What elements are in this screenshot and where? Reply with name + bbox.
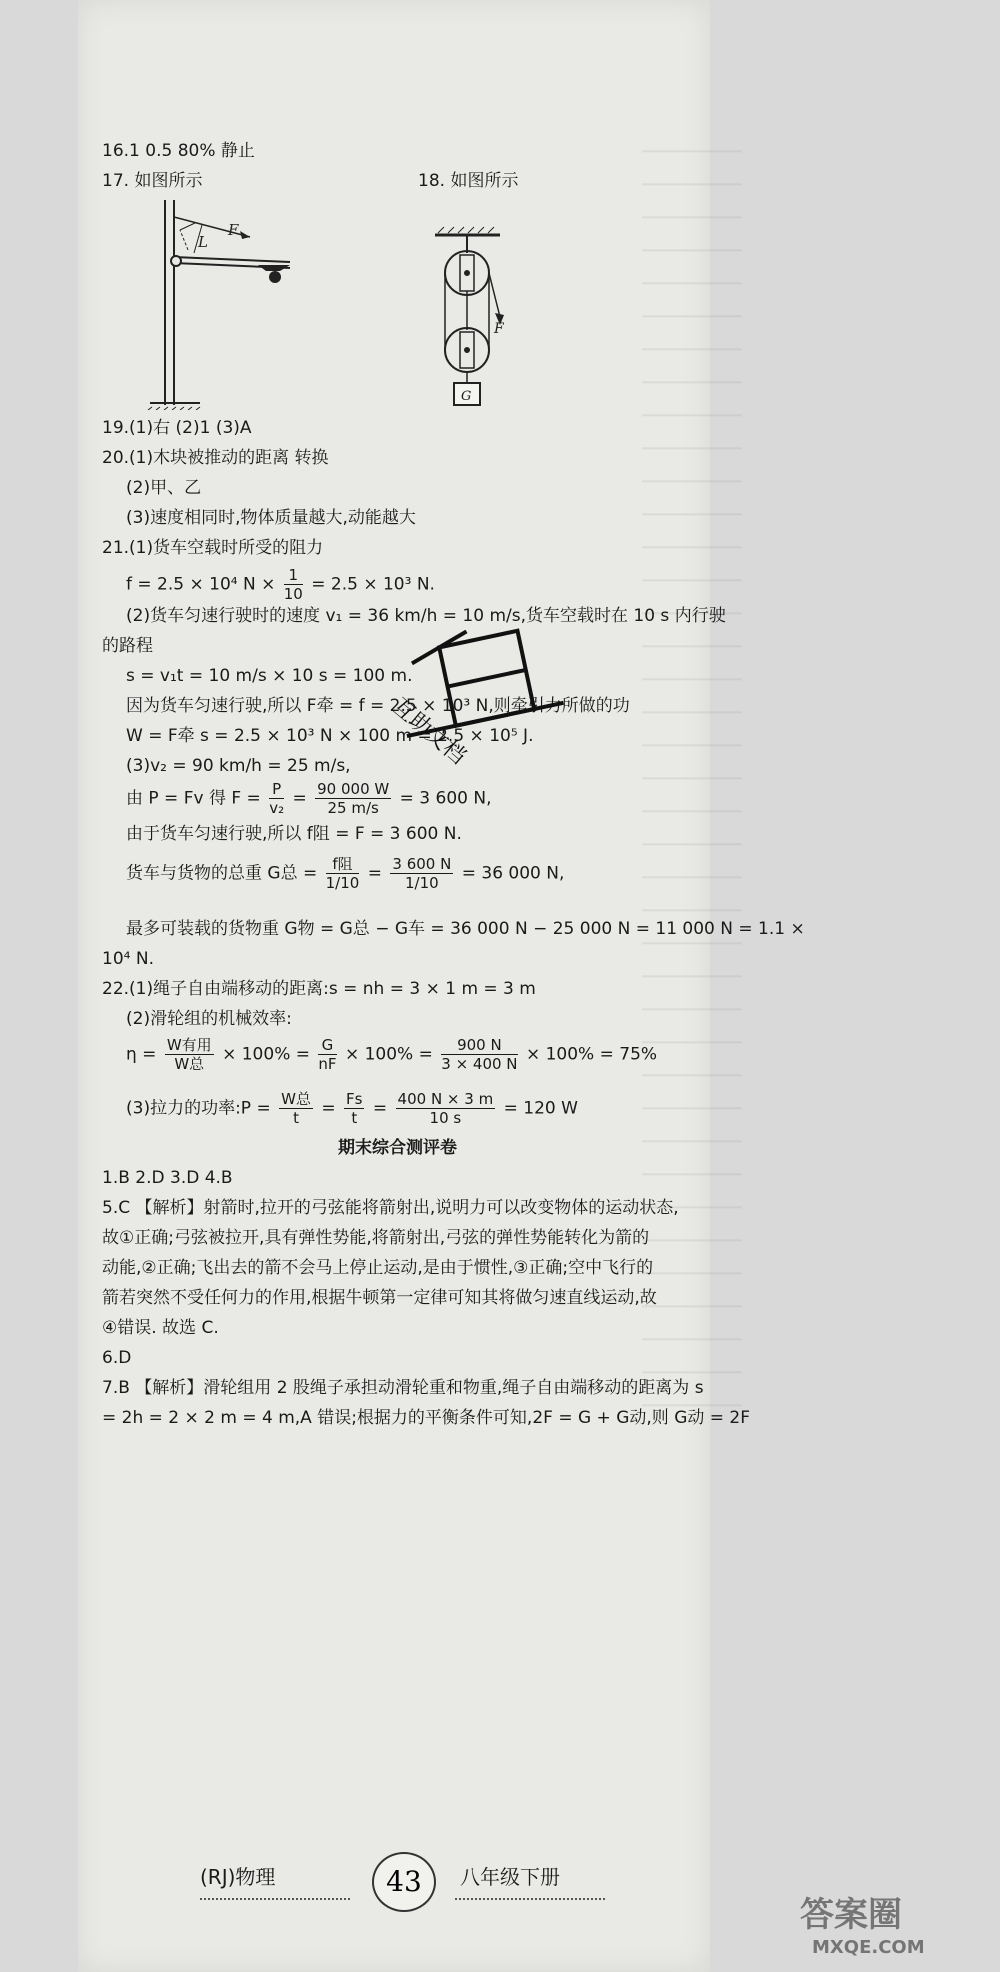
figure-18-pulley-diagram	[430, 225, 530, 410]
formula-21-F: 由 P = Fv 得 F = $\frac{P}{\text{v₂}}$ = $\frac{90 000 W}{25 m/s}$ = 3 600 N,	[126, 780, 492, 817]
formula-part: = 2.5 × 10³ N.	[311, 574, 435, 595]
formula-21-W: W = F牵 s = 2.5 × 10³ N × 100 m = 2.5 × 10⁵ J.	[126, 726, 534, 746]
answer-21-1: 21.(1)货车空载时所受的阻力	[102, 538, 324, 558]
figure-17-lever-diagram	[140, 195, 310, 410]
fraction: $\frac{1}{10}$	[283, 566, 303, 603]
bleed-through-shadow	[642, 120, 742, 1420]
formula-21-G: 货车与货物的总重 G总 = $\frac{\text{f阻}}{1/10}$ = $\frac{3 600 N}{1/10}$ = 36 000 N,	[126, 855, 565, 892]
answer-21-3: (3)v₂ = 90 km/h = 25 m/s,	[126, 756, 351, 776]
answer-7-line1: 7.B 【解析】滑轮组用 2 股绳子承担动滑轮重和物重,绳子自由端移动的距离为 s	[102, 1378, 704, 1398]
answer-22-2: (2)滑轮组的机械效率:	[126, 1009, 292, 1029]
formula-part: f = 2.5 × 10⁴ N ×	[126, 574, 276, 595]
answer-5-line3: 动能,②正确;飞出去的箭不会马上停止运动,是由于惯性,③正确;空中飞行的	[102, 1258, 654, 1278]
page-number: 43	[372, 1852, 436, 1912]
footer-dots-right	[455, 1898, 605, 1900]
answer-22-1: 22.(1)绳子自由端移动的距离:s = nh = 3 × 1 m = 3 m	[102, 979, 536, 999]
answer-21-cargo-cont: 10⁴ N.	[102, 949, 154, 969]
answer-21-2: (2)货车匀速行驶时的速度 v₁ = 36 km/h = 10 m/s,货车空载时在 10 s 内行驶	[126, 606, 726, 626]
answer-16: 16.1 0.5 80% 静止	[102, 141, 255, 161]
answer-5-line5: ④错误. 故选 C.	[102, 1318, 219, 1338]
answer-5-line1: 5.C 【解析】射箭时,拉开的弓弦能将箭射出,说明力可以改变物体的运动状态,	[102, 1198, 679, 1218]
label-F: F	[228, 221, 239, 239]
watermark-text: 互助文档	[386, 693, 471, 770]
answer-18: 18. 如图所示	[418, 171, 519, 191]
footer-subject: (RJ)物理	[200, 1865, 276, 1889]
label-L: L	[198, 233, 208, 251]
logo-site: MXQE.COM	[812, 1937, 925, 1958]
label-F: F	[494, 321, 504, 337]
formula-22-eta: η = $\frac{\text{W有用}}{\text{W总}}$ × 100% = $\frac{G}{nF}$ × 100% = $\frac{900 N}{3 \times 400 N}$ × 100% = 75%	[126, 1036, 658, 1073]
answer-21-cargo: 最多可装载的货物重 G物 = G总 − G车 = 36 000 N − 25 000 N = 11 000 N = 1.1 ×	[126, 919, 805, 939]
corner-logo	[790, 1895, 990, 1965]
formula-22-power: (3)拉力的功率:P = $\frac{\text{W总}}{t}$ = $\frac{Fs}{t}$ = $\frac{400 N \times 3 m}{10 s}$ = 120 W	[126, 1090, 578, 1127]
footer-grade: 八年级下册	[460, 1865, 560, 1889]
logo-text: 答案圈	[800, 1895, 902, 1935]
answer-20-3: (3)速度相同时,物体质量越大,动能越大	[126, 508, 416, 528]
answer-6: 6.D	[102, 1348, 132, 1368]
answer-21-friction: 由于货车匀速行驶,所以 f阻 = F = 3 600 N.	[126, 824, 462, 844]
footer-dots-left	[200, 1898, 350, 1900]
page-footer	[200, 1860, 620, 1910]
formula-21-f	[126, 566, 435, 603]
section-title: 期末综合测评卷	[338, 1138, 457, 1158]
answer-20-1: 20.(1)木块被推动的距离 转换	[102, 448, 329, 468]
answer-20-2: (2)甲、乙	[126, 478, 202, 498]
answer-7-line2: = 2h = 2 × 2 m = 4 m,A 错误;根据力的平衡条件可知,2F = G + G动,则 G动 = 2F	[102, 1408, 751, 1428]
answer-21-2-cont: 的路程	[102, 636, 153, 656]
answer-5-line2: 故①正确;弓弦被拉开,具有弹性势能,将箭射出,弓弦的弹性势能转化为箭的	[102, 1228, 650, 1248]
watermark-stamp	[360, 610, 600, 780]
formula-21-s: s = v₁t = 10 m/s × 10 s = 100 m.	[126, 666, 413, 686]
answer-19: 19.(1)右 (2)1 (3)A	[102, 418, 252, 438]
answer-21-force: 因为货车匀速行驶,所以 F牵 = f = 2.5 × 10³ N,则牵引力所做的功	[126, 696, 630, 716]
answers-1-4: 1.B 2.D 3.D 4.B	[102, 1168, 233, 1188]
answer-17: 17. 如图所示	[102, 171, 203, 191]
label-G: G	[461, 389, 472, 404]
answer-5-line4: 箭若突然不受任何力的作用,根据牛顿第一定律可知其将做匀速直线运动,故	[102, 1288, 657, 1308]
